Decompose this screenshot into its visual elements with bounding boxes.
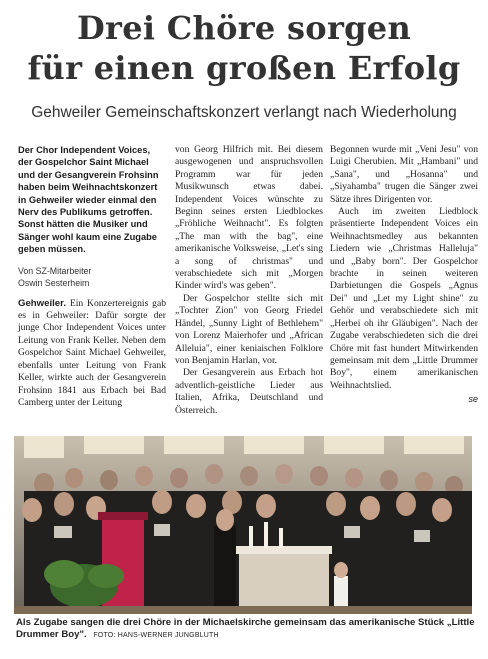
author-initials: se: [468, 393, 478, 404]
choir-photo: [14, 436, 472, 614]
article-column-3: [330, 144, 478, 404]
photo-credit: FOTO: HANS-WERNER JUNGBLUTH: [93, 632, 219, 640]
body-text: Ein Konzertereignis gab es in Gehweiler: Dafür sorgte der junge Chor Independent Voices unter Leitung von Frank Keller. Neben dem Gospelchor Saint Michael Gehweiler, ebenfalls unter Leitung von Frank Keller, wirkte auch der Gesangverein Frohsinn 1841 aus Erbach bei Bad Camberg unter der Leitung: [18, 297, 166, 408]
body-paragraph: [18, 298, 166, 410]
body-paragraph: Der Gesangverein aus Erbach hot adventlich-geistliche Lieder aus Italien, Afrika, Deutschland und Österreich.: [175, 367, 323, 416]
byline-author: Oswin Sesterheim: [18, 277, 90, 288]
lead-paragraph: Der Chor Independent Voices, der Gospelchor Saint Michael und der Gesangverein Frohsinn haben beim Weihnachtskonzert in Gehweiler wieder einmal den Nerv des Publikums getroffen. Sonst hätten die Musiker und Sänger wohl kaum eine Zugabe geben müssen.: [18, 145, 159, 255]
byline: [18, 265, 166, 289]
subheadline: Gehweiler Gemeinschaftskonzert verlangt nach Wiederholung: [31, 104, 457, 121]
body-paragraph: Auch im zweiten Liedblock präsentierte Independent Voices ein Weihnachtsmedley aus bekannten Liedern wie „Christmas Halleluja" und „Baby born". Der Gospelchor brachte in seinen weiteren Darbietungen die Gospels „Agnus Dei" und „Let my Light shine" zu Gehör und verabschiedete sich mit „Herbei oh ihr Gläubigen". Nach der Zugabe verabschiedeten sich die drei Chöre mit fast hundert Mitwirkenden gemeinsam mit dem „Little Drummer Boy", einem amerikanischen Weihnachtslied.: [330, 206, 478, 391]
caption-text: Als Zugabe sangen die drei Chöre in der Michaelskirche gemeinsam das amerikanische Stück „Little Drummer Boy".: [16, 617, 475, 641]
body-paragraph: Begonnen wurde mit „Veni Jesu" von Luigi Cherubien. Mit „Hambani" und „Sana", und „Hosanna" und „Siyahamba" trugen die Sänger zwei Sätze ihres Dirigenten vor.: [330, 144, 478, 205]
choir-photo-image: [14, 436, 472, 614]
article-column-2: [175, 144, 323, 417]
byline-role: Von SZ-Mitarbeiter: [18, 265, 92, 276]
headline: [0, 8, 488, 88]
body-paragraph: Der Gospelchor stellte sich mit „Tochter Zion" von Georg Friedel Händel, „Sunny Light of Bethlehem" von Lorenz Maierhofer und „African Alleluia", einer keniaischen Folklore von Benjamin Harlan, vor.: [175, 292, 323, 366]
headline-line-1: Drei Chöre sorgen: [76, 9, 412, 47]
photo-caption: [16, 617, 478, 643]
body-paragraph: von Georg Hilfrich mit. Bei diesem ausgewogenen und anspruchsvollen Programm war für jeden Musikwunsch etwas dabei. Independent Voices wünschte zu Beginn seines ersten Liedblockes „Fröhliche Weihnacht". Es folgten „The man with the bag", eine amerikanische Volksweise, „Let's sing a song of christmas" und verabschiedete sich mit „Morgen Kinder wird's was geben".: [175, 144, 323, 292]
dateline: Gehweiler.: [18, 297, 66, 309]
headline-line-2: für einen großen Erfolg: [27, 49, 461, 87]
article-column-1: [18, 144, 166, 409]
